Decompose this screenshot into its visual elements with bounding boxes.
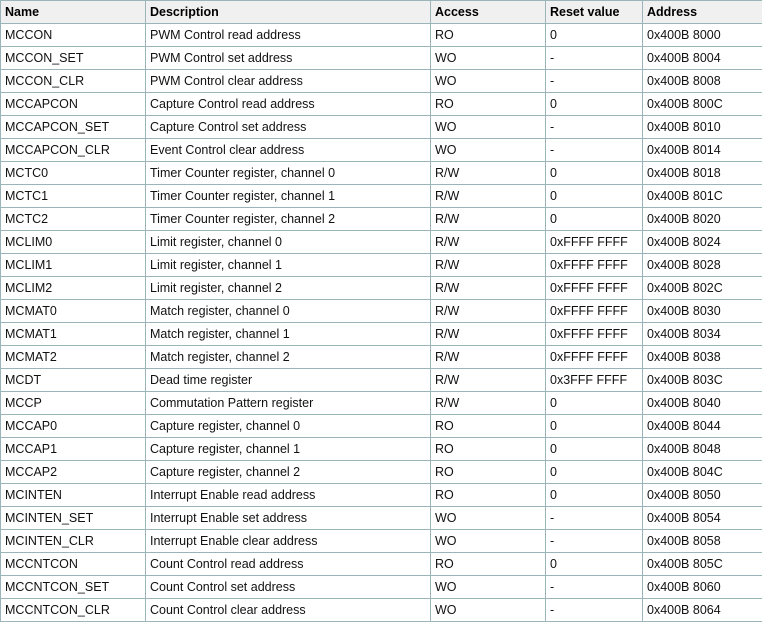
access-cell: R/W: [431, 231, 546, 254]
address-cell: 0x400B 801C: [643, 185, 762, 208]
access-cell: WO: [431, 139, 546, 162]
address-cell: 0x400B 8020: [643, 208, 762, 231]
table-row: [1, 484, 762, 507]
register-name-cell: MCTC0: [1, 162, 146, 185]
reset-value-cell: -: [546, 599, 643, 622]
description-cell: Interrupt Enable clear address: [146, 530, 431, 553]
address-cell: 0x400B 8004: [643, 47, 762, 70]
description-cell: Interrupt Enable read address: [146, 484, 431, 507]
table-row: [1, 576, 762, 599]
table-row: [1, 162, 762, 185]
description-cell: Event Control clear address: [146, 139, 431, 162]
reset-value-cell: -: [546, 47, 643, 70]
address-cell: 0x400B 8058: [643, 530, 762, 553]
access-cell: R/W: [431, 162, 546, 185]
address-cell: 0x400B 800C: [643, 93, 762, 116]
register-name-cell: MCCAPCON_SET: [1, 116, 146, 139]
access-cell: R/W: [431, 277, 546, 300]
description-cell: Capture Control read address: [146, 93, 431, 116]
address-cell: 0x400B 8048: [643, 438, 762, 461]
access-cell: RO: [431, 461, 546, 484]
description-cell: PWM Control set address: [146, 47, 431, 70]
register-name-cell: MCINTEN: [1, 484, 146, 507]
table-row: [1, 185, 762, 208]
reset-value-cell: 0: [546, 185, 643, 208]
description-cell: Commutation Pattern register: [146, 392, 431, 415]
reset-value-cell: 0: [546, 208, 643, 231]
table-row: [1, 507, 762, 530]
table-row: [1, 116, 762, 139]
access-cell: RO: [431, 24, 546, 47]
address-cell: 0x400B 8050: [643, 484, 762, 507]
description-cell: Count Control read address: [146, 553, 431, 576]
address-cell: 0x400B 8018: [643, 162, 762, 185]
table-row: [1, 277, 762, 300]
table-row: [1, 70, 762, 93]
reset-value-cell: 0: [546, 392, 643, 415]
address-cell: 0x400B 8054: [643, 507, 762, 530]
access-cell: R/W: [431, 369, 546, 392]
table-row: [1, 254, 762, 277]
address-cell: 0x400B 8000: [643, 24, 762, 47]
table-row: [1, 93, 762, 116]
description-cell: PWM Control read address: [146, 24, 431, 47]
table-row: [1, 139, 762, 162]
table-row: [1, 369, 762, 392]
register-name-cell: MCCAP0: [1, 415, 146, 438]
register-name-cell: MCTC2: [1, 208, 146, 231]
reset-value-cell: 0: [546, 415, 643, 438]
reset-value-cell: -: [546, 70, 643, 93]
address-cell: 0x400B 8040: [643, 392, 762, 415]
address-cell: 0x400B 8064: [643, 599, 762, 622]
reset-value-cell: 0x3FFF FFFF: [546, 369, 643, 392]
address-cell: 0x400B 8008: [643, 70, 762, 93]
table-row: [1, 599, 762, 622]
register-name-cell: MCMAT0: [1, 300, 146, 323]
address-cell: 0x400B 8010: [643, 116, 762, 139]
register-name-cell: MCCAP2: [1, 461, 146, 484]
description-cell: Timer Counter register, channel 2: [146, 208, 431, 231]
register-name-cell: MCINTEN_CLR: [1, 530, 146, 553]
column-header-name: Name: [1, 1, 146, 24]
register-name-cell: MCCON_SET: [1, 47, 146, 70]
table-body: [1, 24, 762, 622]
table-row: [1, 231, 762, 254]
reset-value-cell: -: [546, 530, 643, 553]
register-name-cell: MCLIM2: [1, 277, 146, 300]
access-cell: R/W: [431, 254, 546, 277]
description-cell: PWM Control clear address: [146, 70, 431, 93]
reset-value-cell: 0xFFFF FFFF: [546, 300, 643, 323]
reset-value-cell: 0xFFFF FFFF: [546, 231, 643, 254]
table-row: [1, 392, 762, 415]
register-name-cell: MCINTEN_SET: [1, 507, 146, 530]
reset-value-cell: 0: [546, 93, 643, 116]
column-header-reset-value: Reset value: [546, 1, 643, 24]
description-cell: Limit register, channel 1: [146, 254, 431, 277]
reset-value-cell: 0: [546, 438, 643, 461]
register-name-cell: MCDT: [1, 369, 146, 392]
register-name-cell: MCCNTCON_SET: [1, 576, 146, 599]
register-name-cell: MCLIM1: [1, 254, 146, 277]
reset-value-cell: -: [546, 116, 643, 139]
access-cell: RO: [431, 415, 546, 438]
description-cell: Capture register, channel 0: [146, 415, 431, 438]
address-cell: 0x400B 8044: [643, 415, 762, 438]
reset-value-cell: 0: [546, 162, 643, 185]
address-cell: 0x400B 8034: [643, 323, 762, 346]
column-header-description: Description: [146, 1, 431, 24]
reset-value-cell: 0xFFFF FFFF: [546, 254, 643, 277]
table-row: [1, 300, 762, 323]
access-cell: WO: [431, 507, 546, 530]
table-header: [1, 1, 762, 24]
register-name-cell: MCCAP1: [1, 438, 146, 461]
access-cell: RO: [431, 484, 546, 507]
reset-value-cell: 0: [546, 553, 643, 576]
table-row: [1, 47, 762, 70]
table-row: [1, 208, 762, 231]
reset-value-cell: 0xFFFF FFFF: [546, 323, 643, 346]
address-cell: 0x400B 8038: [643, 346, 762, 369]
description-cell: Capture Control set address: [146, 116, 431, 139]
access-cell: R/W: [431, 185, 546, 208]
access-cell: WO: [431, 599, 546, 622]
table-row: [1, 438, 762, 461]
register-name-cell: MCCNTCON: [1, 553, 146, 576]
reset-value-cell: 0: [546, 484, 643, 507]
description-cell: Timer Counter register, channel 1: [146, 185, 431, 208]
register-name-cell: MCLIM0: [1, 231, 146, 254]
reset-value-cell: 0: [546, 24, 643, 47]
access-cell: WO: [431, 530, 546, 553]
access-cell: R/W: [431, 323, 546, 346]
register-name-cell: MCMAT2: [1, 346, 146, 369]
table-row: [1, 553, 762, 576]
description-cell: Interrupt Enable set address: [146, 507, 431, 530]
description-cell: Match register, channel 2: [146, 346, 431, 369]
table-header-row: [1, 1, 762, 24]
reset-value-cell: -: [546, 139, 643, 162]
register-name-cell: MCCAPCON: [1, 93, 146, 116]
address-cell: 0x400B 805C: [643, 553, 762, 576]
access-cell: RO: [431, 438, 546, 461]
reset-value-cell: 0xFFFF FFFF: [546, 277, 643, 300]
access-cell: RO: [431, 553, 546, 576]
table-row: [1, 530, 762, 553]
register-name-cell: MCCON: [1, 24, 146, 47]
address-cell: 0x400B 8060: [643, 576, 762, 599]
description-cell: Match register, channel 0: [146, 300, 431, 323]
description-cell: Dead time register: [146, 369, 431, 392]
description-cell: Count Control set address: [146, 576, 431, 599]
access-cell: WO: [431, 47, 546, 70]
table-row: [1, 24, 762, 47]
table-row: [1, 461, 762, 484]
access-cell: R/W: [431, 346, 546, 369]
description-cell: Capture register, channel 1: [146, 438, 431, 461]
description-cell: Capture register, channel 2: [146, 461, 431, 484]
register-name-cell: MCCON_CLR: [1, 70, 146, 93]
access-cell: R/W: [431, 392, 546, 415]
register-name-cell: MCMAT1: [1, 323, 146, 346]
description-cell: Count Control clear address: [146, 599, 431, 622]
register-name-cell: MCCAPCON_CLR: [1, 139, 146, 162]
description-cell: Timer Counter register, channel 0: [146, 162, 431, 185]
column-header-address: Address: [643, 1, 762, 24]
access-cell: WO: [431, 576, 546, 599]
register-name-cell: MCTC1: [1, 185, 146, 208]
table-row: [1, 346, 762, 369]
address-cell: 0x400B 8014: [643, 139, 762, 162]
description-cell: Limit register, channel 0: [146, 231, 431, 254]
description-cell: Limit register, channel 2: [146, 277, 431, 300]
address-cell: 0x400B 8030: [643, 300, 762, 323]
register-name-cell: MCCNTCON_CLR: [1, 599, 146, 622]
reset-value-cell: -: [546, 507, 643, 530]
description-cell: Match register, channel 1: [146, 323, 431, 346]
column-header-access: Access: [431, 1, 546, 24]
reset-value-cell: -: [546, 576, 643, 599]
address-cell: 0x400B 804C: [643, 461, 762, 484]
reset-value-cell: 0: [546, 461, 643, 484]
access-cell: WO: [431, 70, 546, 93]
table-row: [1, 323, 762, 346]
address-cell: 0x400B 8024: [643, 231, 762, 254]
table-row: [1, 415, 762, 438]
access-cell: R/W: [431, 300, 546, 323]
access-cell: R/W: [431, 208, 546, 231]
register-name-cell: MCCP: [1, 392, 146, 415]
reset-value-cell: 0xFFFF FFFF: [546, 346, 643, 369]
address-cell: 0x400B 8028: [643, 254, 762, 277]
access-cell: RO: [431, 93, 546, 116]
access-cell: WO: [431, 116, 546, 139]
address-cell: 0x400B 802C: [643, 277, 762, 300]
address-cell: 0x400B 803C: [643, 369, 762, 392]
